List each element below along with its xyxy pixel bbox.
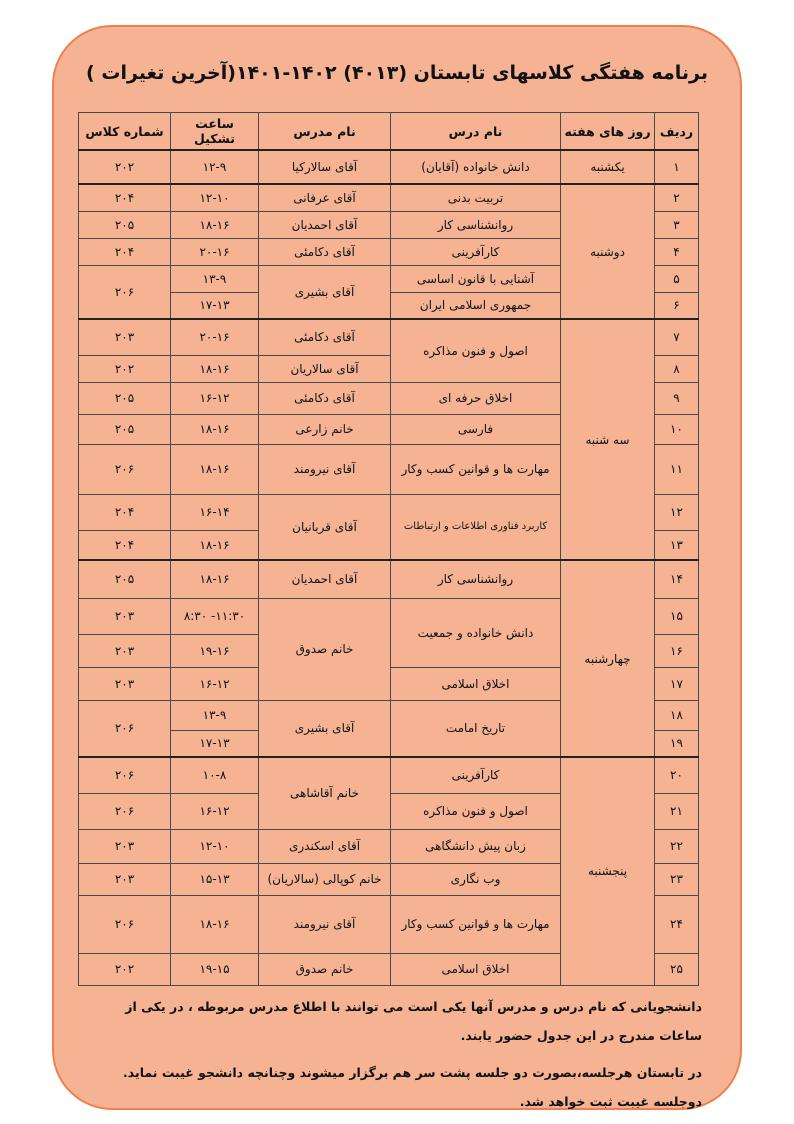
time-cell: ۱۶-۱۲ xyxy=(171,793,259,829)
room-cell: ۲۰۲ xyxy=(79,953,171,985)
room-cell: ۲۰۴ xyxy=(79,184,171,211)
teacher-cell: آقای بشیری xyxy=(259,265,391,319)
time-cell: ۱۸-۱۶ xyxy=(171,530,259,560)
table-row xyxy=(79,319,699,355)
room-cell: ۲۰۳ xyxy=(79,319,171,355)
table-row xyxy=(79,150,699,184)
row-number: ۲۳ xyxy=(655,863,699,895)
room-cell: ۲۰۶ xyxy=(79,444,171,494)
room-cell: ۲۰۲ xyxy=(79,150,171,184)
time-cell: ۱۲-۱۰ xyxy=(171,829,259,863)
course-cell: کارآفرینی xyxy=(391,757,561,793)
time-cell: ۱۸-۱۶ xyxy=(171,560,259,598)
course-cell: وب نگاری xyxy=(391,863,561,895)
course-cell: روانشناسی کار xyxy=(391,211,561,238)
time-cell: ۱۷-۱۳ xyxy=(171,730,259,757)
teacher-cell: آقای سالاریان xyxy=(259,355,391,382)
room-cell: ۲۰۳ xyxy=(79,829,171,863)
row-number: ۴ xyxy=(655,238,699,265)
room-cell: ۲۰۶ xyxy=(79,757,171,793)
teacher-cell: آقای دکامئی xyxy=(259,319,391,355)
course-cell: زبان پیش دانشگاهی xyxy=(391,829,561,863)
row-number: ۱۹ xyxy=(655,730,699,757)
teacher-cell: آقای احمدیان xyxy=(259,560,391,598)
teacher-cell: آقای دکامئی xyxy=(259,382,391,414)
room-cell: ۲۰۶ xyxy=(79,700,171,757)
time-cell: ۲۰-۱۶ xyxy=(171,319,259,355)
time-cell: ۱۳-۹ xyxy=(171,700,259,730)
schedule-table xyxy=(78,112,699,986)
room-cell: ۲۰۴ xyxy=(79,530,171,560)
course-cell: مهارت ها و قوانین کسب وکار xyxy=(391,444,561,494)
course-cell: روانشناسی کار xyxy=(391,560,561,598)
time-cell: ۱۲-۱۰ xyxy=(171,184,259,211)
time-cell: ۱۹-۱۵ xyxy=(171,953,259,985)
table-row xyxy=(79,757,699,793)
course-cell: دانش خانواده (آقایان) xyxy=(391,150,561,184)
time-cell: ۱۳-۹ xyxy=(171,265,259,292)
header-room: شماره کلاس xyxy=(79,113,171,151)
note-absence: در تابستان هرجلسه،بصورت دو جلسه پشت سر هم برگزار میشوند وچنانچه دانشجو غیبت نماید. دوجلسه غیبت ثبت خواهد شد. xyxy=(123,1065,702,1109)
teacher-cell: آقای نیرومند xyxy=(259,444,391,494)
row-number: ۲ xyxy=(655,184,699,211)
course-cell: اصول و فنون مذاکره xyxy=(391,319,561,382)
time-cell: ۱۶-۱۲ xyxy=(171,382,259,414)
room-cell: ۲۰۶ xyxy=(79,793,171,829)
teacher-cell: آقای سالارکیا xyxy=(259,150,391,184)
room-cell: ۲۰۴ xyxy=(79,238,171,265)
teacher-cell: آقای نیرومند xyxy=(259,895,391,953)
time-cell: ۱۸-۱۶ xyxy=(171,211,259,238)
room-cell: ۲۰۵ xyxy=(79,211,171,238)
room-cell: ۲۰۶ xyxy=(79,265,171,319)
time-cell: ۲۰-۱۶ xyxy=(171,238,259,265)
teacher-cell: آقای اسکندری xyxy=(259,829,391,863)
header-time: ساعت تشکیل xyxy=(171,113,259,151)
row-number: ۷ xyxy=(655,319,699,355)
teacher-cell: آقای احمدیان xyxy=(259,211,391,238)
table-row xyxy=(79,560,699,598)
room-cell: ۲۰۵ xyxy=(79,560,171,598)
row-number: ۱۱ xyxy=(655,444,699,494)
course-cell: مهارت ها و قوانین کسب وکار xyxy=(391,895,561,953)
teacher-cell: آقای بشیری xyxy=(259,700,391,757)
page-title: برنامه هفتگی کلاسهای تابستان (۴۰۱۳) ۱۴۰۲-۱۴۰۱(آخرین تغیرات ) xyxy=(86,62,708,84)
time-cell: ۱۸-۱۶ xyxy=(171,414,259,444)
header-row-number: ردیف xyxy=(655,113,699,151)
teacher-cell: خانم کوپالی (سالاریان) xyxy=(259,863,391,895)
course-cell: اخلاق اسلامی xyxy=(391,667,561,700)
teacher-cell: آقای دکامئی xyxy=(259,238,391,265)
row-number: ۳ xyxy=(655,211,699,238)
time-cell: ۱۶-۱۲ xyxy=(171,667,259,700)
room-cell: ۲۰۶ xyxy=(79,895,171,953)
room-cell: ۲۰۳ xyxy=(79,634,171,667)
course-cell: کارآفرینی xyxy=(391,238,561,265)
time-cell: ۱۲-۹ xyxy=(171,150,259,184)
time-cell: ۱۸-۱۶ xyxy=(171,895,259,953)
header-day: روز های هفته xyxy=(561,113,655,151)
teacher-cell: خانم زارعی xyxy=(259,414,391,444)
row-number: ۱۰ xyxy=(655,414,699,444)
teacher-cell: آقای عرفانی xyxy=(259,184,391,211)
room-cell: ۲۰۴ xyxy=(79,494,171,530)
row-number: ۱۵ xyxy=(655,598,699,634)
row-number: ۵ xyxy=(655,265,699,292)
note-attendance: دانشجویانی که نام درس و مدرس آنها یکی است می توانند با اطلاع مدرس مربوطه ، در یکی از ساعات مندرج در این جدول حضور یابند. xyxy=(125,999,702,1043)
table-header-row xyxy=(79,113,699,151)
day-cell: چهارشنبه xyxy=(561,560,655,757)
course-cell: جمهوری اسلامی ایران xyxy=(391,292,561,319)
row-number: ۲۱ xyxy=(655,793,699,829)
row-number: ۹ xyxy=(655,382,699,414)
row-number: ۱۲ xyxy=(655,494,699,530)
room-cell: ۲۰۲ xyxy=(79,355,171,382)
row-number: ۲۲ xyxy=(655,829,699,863)
teacher-cell: خانم صدوق xyxy=(259,598,391,700)
time-cell: ۱۸-۱۶ xyxy=(171,355,259,382)
row-number: ۱۸ xyxy=(655,700,699,730)
header-teacher: نام مدرس xyxy=(259,113,391,151)
course-cell: اصول و فنون مذاکره xyxy=(391,793,561,829)
course-cell: آشنایی با قانون اساسی xyxy=(391,265,561,292)
day-cell: سه شنبه xyxy=(561,319,655,560)
day-cell: دوشنبه xyxy=(561,184,655,319)
table-row xyxy=(79,184,699,211)
room-cell: ۲۰۳ xyxy=(79,667,171,700)
course-cell: فارسی xyxy=(391,414,561,444)
row-number: ۱۳ xyxy=(655,530,699,560)
time-cell: ۱۶-۱۴ xyxy=(171,494,259,530)
time-cell: ۱۸-۱۶ xyxy=(171,444,259,494)
row-number: ۱۴ xyxy=(655,560,699,598)
course-cell: دانش خانواده و جمعیت xyxy=(391,598,561,667)
course-cell: تاریخ امامت xyxy=(391,700,561,757)
time-cell: ۱۰-۸ xyxy=(171,757,259,793)
time-cell: ۱۹-۱۶ xyxy=(171,634,259,667)
row-number: ۱ xyxy=(655,150,699,184)
time-cell: ۱۷-۱۳ xyxy=(171,292,259,319)
room-cell: ۲۰۳ xyxy=(79,863,171,895)
teacher-cell: خانم آقاشاهی xyxy=(259,757,391,829)
row-number: ۱۶ xyxy=(655,634,699,667)
row-number: ۸ xyxy=(655,355,699,382)
course-cell: کاربرد فناوری اطلاعات و ارتباطات xyxy=(391,494,561,560)
row-number: ۶ xyxy=(655,292,699,319)
day-cell: یکشنبه xyxy=(561,150,655,184)
teacher-cell: آقای قربانیان xyxy=(259,494,391,560)
room-cell: ۲۰۵ xyxy=(79,414,171,444)
row-number: ۲۴ xyxy=(655,895,699,953)
course-cell: اخلاق حرفه ای xyxy=(391,382,561,414)
time-cell: ۱۵-۱۳ xyxy=(171,863,259,895)
course-cell: تربیت بدنی xyxy=(391,184,561,211)
row-number: ۲۰ xyxy=(655,757,699,793)
time-cell: ۱۱:۳۰- ۸:۳۰ xyxy=(171,598,259,634)
header-course: نام درس xyxy=(391,113,561,151)
notes xyxy=(90,992,702,1124)
course-cell: اخلاق اسلامی xyxy=(391,953,561,985)
row-number: ۱۷ xyxy=(655,667,699,700)
teacher-cell: خانم صدوق xyxy=(259,953,391,985)
room-cell: ۲۰۵ xyxy=(79,382,171,414)
room-cell: ۲۰۳ xyxy=(79,598,171,634)
row-number: ۲۵ xyxy=(655,953,699,985)
day-cell: پنجشنبه xyxy=(561,757,655,985)
